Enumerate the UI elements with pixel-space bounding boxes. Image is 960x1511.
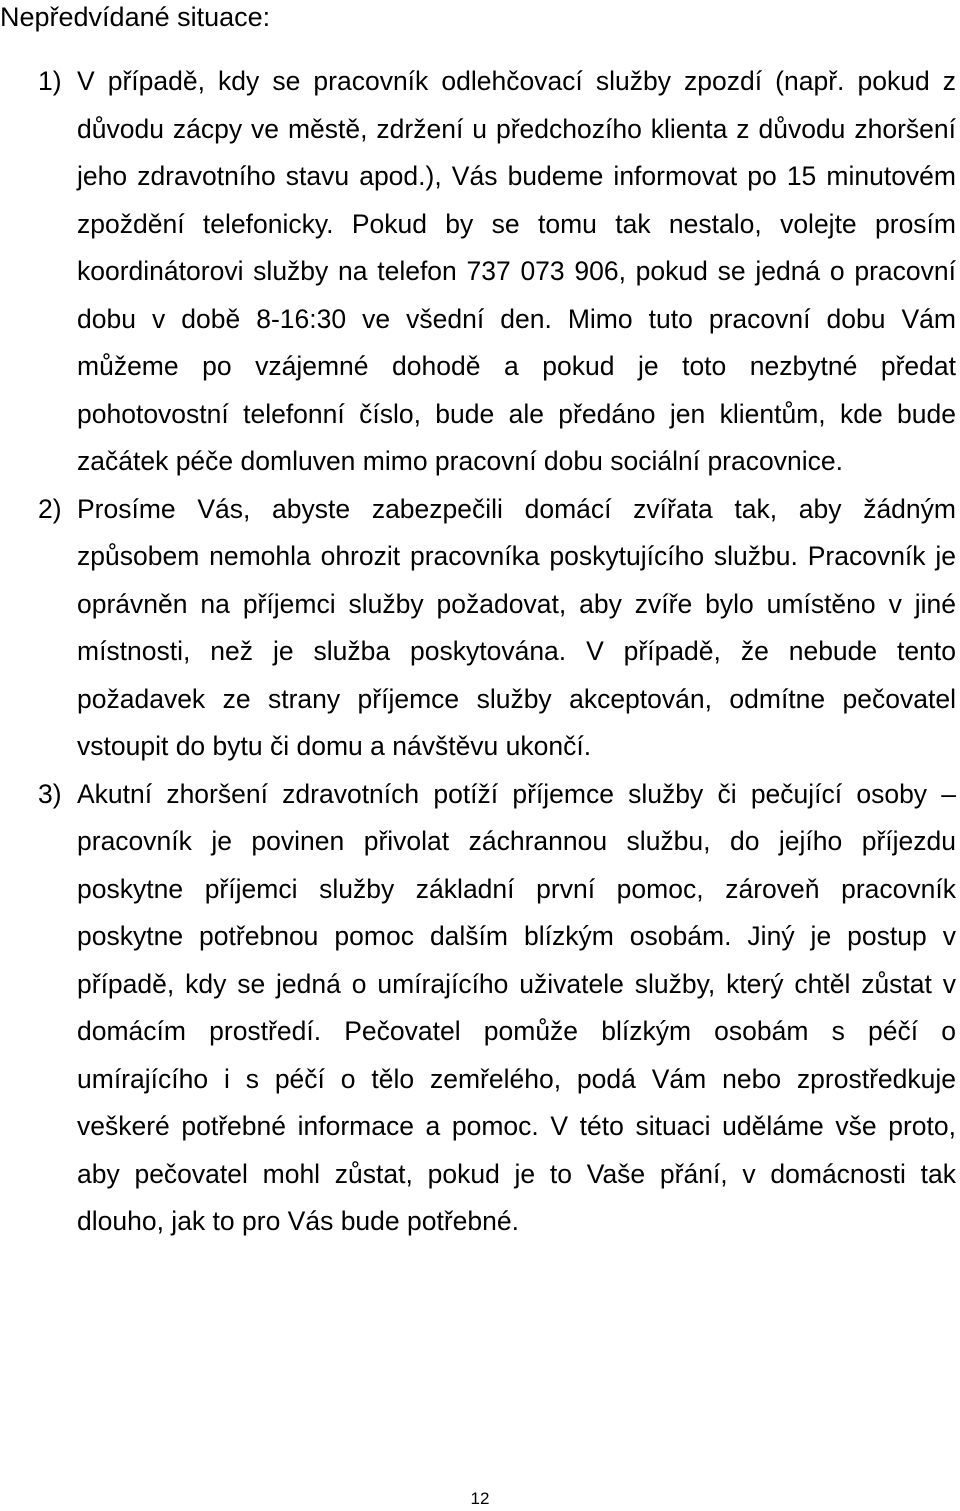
page-number: 12 — [470, 1489, 490, 1508]
list-item-text: Akutní zhoršení zdravotních potíží příjemce služby či pečující osoby – pracovník je povinen přivolat záchrannou službu, do jejího příjezdu poskytne příjemci služby základní první pomoc, zároveň pracovník poskytne potřebnou pomoc dalším blízkým osobám. Jiný je postup v případě, kdy se jedná o umírajícího uživatele služby, který chtěl zůstat v domácím prostředí. Pečovatel pomůže blízkým osobám s péčí o umírajícího i s péčí o tělo zemřelého, podá Vám nebo zprostředkuje veškeré potřebné informace a pomoc. V této situaci uděláme vše proto, aby pečovatel mohl zůstat, pokud je to Vaše přání, v domácnosti tak dlouho, jak to pro Vás bude potřebné. — [77, 778, 956, 1236]
list-item-text: V případě, kdy se pracovník odlehčovací služby zpozdí (např. pokud z důvodu zácpy ve městě, zdržení u předchozího klienta z důvodu zhoršení jeho zdravotního stavu apod.), Vás budeme informovat po 15 minutovém zpoždění telefonicky. Pokud by se tomu tak nestalo, volejte prosím koordinátorovi služby na telefon 737 073 906, pokud se jedná o pracovní dobu v době 8-16:30 ve všední den. Mimo tuto pracovní dobu Vám můžeme po vzájemné dohodě a pokud je toto nezbytné předat pohotovostní telefonní číslo, bude ale předáno jen klientům, kde bude začátek péče domluven mimo pracovní dobu sociální pracovnice. — [77, 66, 956, 476]
situations-list — [0, 58, 960, 1246]
section-heading: Nepředvídané situace: — [0, 2, 271, 32]
list-item-number: 1) — [38, 66, 62, 96]
list-item — [0, 486, 960, 771]
list-item — [0, 771, 960, 1246]
list-item-number: 2) — [38, 493, 62, 524]
list-item-number: 3) — [38, 778, 62, 809]
list-item-text: Prosíme Vás, abyste zabezpečili domácí zvířata tak, aby žádným způsobem nemohla ohrozit pracovníka poskytujícího službu. Pracovník je oprávněn na příjemci služby požadovat, aby zvíře bylo umístěno v jiné místnosti, než je služba poskytována. V případě, že nebude tento požadavek ze strany příjemce služby akceptován, odmítne pečovatel vstoupit do bytu či domu a návštěvu ukončí. — [77, 493, 956, 761]
list-item — [0, 58, 960, 486]
